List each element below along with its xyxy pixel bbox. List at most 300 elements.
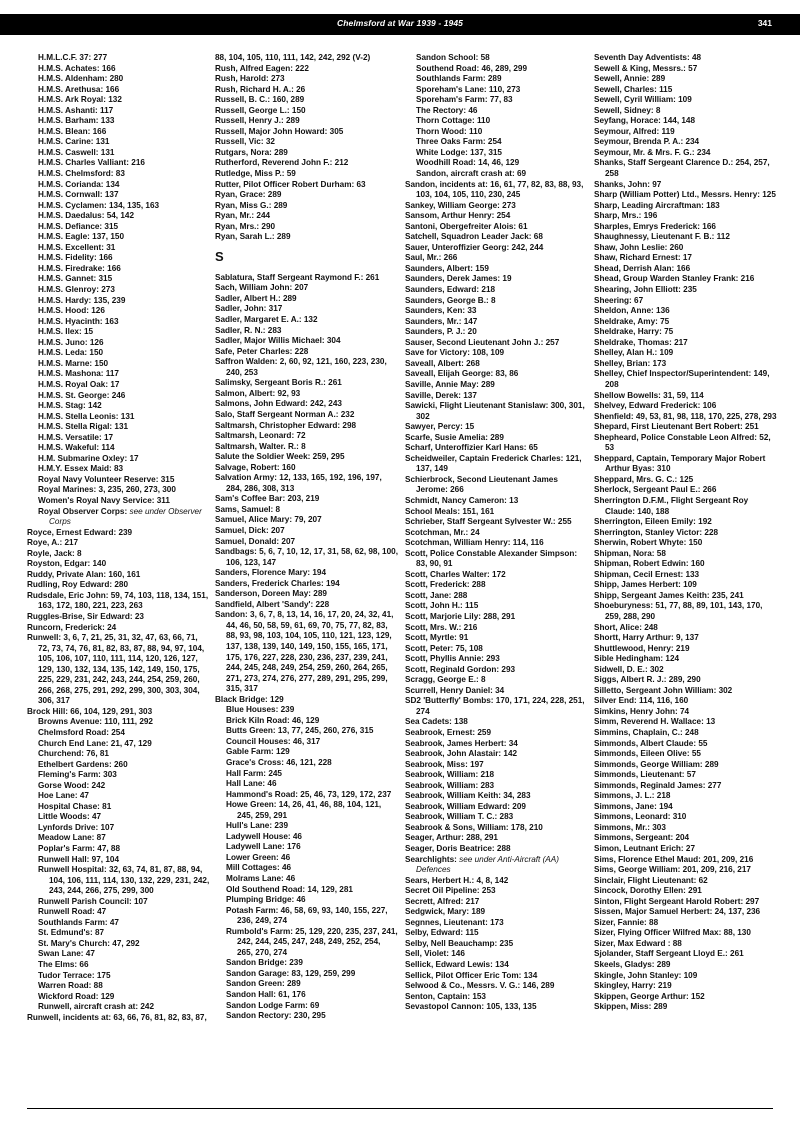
index-entry <box>594 855 777 866</box>
entry-text: Sharp, Leading Aircraftman: 183 <box>594 200 720 210</box>
entry-text: Shanks, John: 97 <box>594 179 662 189</box>
index-entry <box>405 939 588 950</box>
entry-text: Sandon: 3, 6, 7, 8, 13, 14, 16, 17, 20, 24, 32, 41, 44, 46, 50, 58, 59, 61, 69, 70, 75, 77, 82, 83, 88, 93, 98, 103, 104, 105, 110, 121, 123, 129, 137, 138, 139, 140, 149, 150, 155, 165, 171, 175, 176, 227, 228, 230, 236, 237, 239, 241, 244, 245, 248, 249, 254, 259, 260, 264, 265, 271, 273, 274, 276, 277, 289, 291, 295, 299, 315, 317 <box>215 610 394 694</box>
index-entry <box>405 296 588 307</box>
index-subentry <box>215 790 398 801</box>
entry-text: Simmons, Jane: 194 <box>594 801 673 811</box>
index-entry <box>594 833 777 844</box>
index-entry <box>405 749 588 760</box>
entry-text: Salmons, John Edward: 242, 243 <box>215 399 342 409</box>
entry-text: Brick Kiln Road: 46, 129 <box>226 715 320 725</box>
entry-text: Scott, Reginald Gordon: 293 <box>405 664 516 674</box>
index-entry <box>594 770 777 781</box>
entry-text: Sharp, Mrs.: 196 <box>594 211 658 221</box>
index-entry <box>594 496 777 517</box>
entry-text: Scheidweiler, Captain Frederick Charles: 121, 137, 149 <box>405 453 582 474</box>
entry-text: Simmons, Sergeant: 204 <box>594 833 690 843</box>
entry-text: Sandon School: 58 <box>416 53 490 62</box>
entry-text: The Elms: 66 <box>38 960 89 970</box>
index-entry <box>27 559 210 570</box>
entry-text: Sadler, John: 317 <box>215 304 283 314</box>
entry-text: H.M.S. Marne: 150 <box>38 358 109 368</box>
index-entry <box>215 304 398 315</box>
entry-text: Sherwin, Robert Whyte: 150 <box>594 538 703 548</box>
entry-text: Sinclair, Flight Lieutenant: 62 <box>594 875 708 885</box>
entry-text: H.M.S. Corianda: 134 <box>38 179 120 189</box>
entry-text: Simm, Reverend H. Wallace: 13 <box>594 717 716 727</box>
index-entry <box>594 707 777 718</box>
index-entry <box>594 127 777 138</box>
index-subentry <box>27 496 210 507</box>
entry-text: Southlands Farm: 289 <box>416 74 502 84</box>
index-subentry <box>27 433 210 444</box>
index-subentry <box>27 739 210 750</box>
index-entry <box>215 568 398 579</box>
entry-text: Sinton, Flight Sergeant Harold Robert: 297 <box>594 896 760 906</box>
entry-text: H.M.S. Eagle: 137, 150 <box>38 232 125 242</box>
entry-text: Shoeburyness: 51, 77, 88, 89, 101, 143, 170, 259, 288, 290 <box>594 601 763 621</box>
index-subentry <box>405 64 588 75</box>
entry-text: Sherlock, Sergeant Paul E.: 266 <box>594 485 717 495</box>
index-entry <box>594 918 777 929</box>
index-entry <box>405 855 588 876</box>
entry-text: Sible Hedingham: 124 <box>594 654 680 664</box>
entry-text: Skippen, George Arthur: 152 <box>594 991 705 1001</box>
index-entry <box>405 907 588 918</box>
index-entry <box>594 623 777 634</box>
entry-text: Churchend: 76, 81 <box>38 749 109 759</box>
entry-text: Segnnes, Lieutenant: 173 <box>405 917 504 927</box>
index-entry <box>405 918 588 929</box>
entry-text: Samuel, Donald: 207 <box>215 536 296 546</box>
index-subentry <box>27 812 210 823</box>
see-reference: see under Anti-Aircraft (AA) Defences <box>416 854 559 875</box>
index-subentry <box>27 264 210 275</box>
index-entry <box>594 728 777 739</box>
entry-text: Silletto, Sergeant John William: 302 <box>594 685 733 695</box>
index-subentry <box>405 116 588 127</box>
index-entry <box>215 336 398 347</box>
index-entry <box>405 601 588 612</box>
index-subentry <box>215 769 398 780</box>
entry-text: Sadler, Margaret E. A.: 132 <box>215 315 318 325</box>
index-entry <box>405 454 588 475</box>
index-subentry <box>215 716 398 727</box>
index-entry <box>405 1002 588 1013</box>
index-entry <box>594 190 777 201</box>
entry-text: Schierbrock, Second Lieutenant James Jerome: 266 <box>405 474 558 495</box>
index-entry <box>405 222 588 233</box>
index-subentry <box>27 106 210 117</box>
entry-text: Sizer, Max Edward : 88 <box>594 938 682 948</box>
entry-text: Scotchman, Mr.: 24 <box>405 527 480 537</box>
entry-text: H.M.S. Achates: 166 <box>38 63 116 73</box>
index-entry <box>594 137 777 148</box>
index-entry <box>405 507 588 518</box>
index-entry <box>594 348 777 359</box>
entry-text: Shelley, Chief Inspector/Superintendent: 149, 208 <box>594 369 770 389</box>
entry-text: Rush, Alfred Eagen: 222 <box>215 63 309 73</box>
index-subentry <box>27 401 210 412</box>
index-entry <box>405 791 588 802</box>
entry-text: Sandon, incidents at: 16, 61, 77, 82, 83, 88, 93, 103, 104, 105, 110, 230, 245 <box>405 179 584 200</box>
entry-text: Saunders, Mr.: 147 <box>405 316 478 326</box>
entry-text: Sewell, Charles: 115 <box>594 84 673 94</box>
entry-text: Sharp (William Potter) Ltd., Messrs. Henry: 125 <box>594 190 776 200</box>
index-entry <box>405 591 588 602</box>
entry-text: Simmins, Chaplain, C.: 248 <box>594 728 699 737</box>
index-entry <box>405 717 588 728</box>
index-column-3 <box>405 53 588 1013</box>
index-entry <box>405 886 588 897</box>
index-entry <box>405 496 588 507</box>
entry-text: Plumping Bridge: 46 <box>226 895 306 905</box>
index-subentry <box>27 485 210 496</box>
entry-text: H.M.S. Leda: 150 <box>38 348 104 358</box>
entry-text: Grace's Cross: 46, 121, 228 <box>226 758 332 767</box>
entry-text: Simmonds, Albert Claude: 55 <box>594 738 708 748</box>
index-entry <box>594 644 777 655</box>
entry-text: Shenfield: 49, 53, 81, 98, 118, 170, 225, 278, 293 <box>594 411 777 421</box>
index-entry <box>405 844 588 855</box>
index-entry <box>405 675 588 686</box>
entry-text: Selby, Edward: 115 <box>405 928 479 938</box>
index-entry <box>594 401 777 412</box>
index-subentry <box>405 85 588 96</box>
index-subentry <box>27 475 210 486</box>
entry-text: Seymour, Mr. & Mrs. F. G.: 234 <box>594 147 711 157</box>
index-entry <box>594 559 777 570</box>
entry-text: Scarfe, Susie Amelia: 289 <box>405 432 504 442</box>
entry-text: Sjolander, Staff Sergeant Lloyd E.: 261 <box>594 949 744 959</box>
entry-text: Shipp, Sergeant James Keith: 235, 241 <box>594 590 744 600</box>
index-entry <box>215 410 398 421</box>
index-column-2 <box>215 53 398 1022</box>
entry-text: Sporeham's Farm: 77, 83 <box>416 95 513 105</box>
entry-text: Sheppard, Mrs. G. C.: 125 <box>594 474 694 484</box>
entry-text: Seabrook, James Herbert: 34 <box>405 738 518 748</box>
entry-text: H.M.S. Glenroy: 273 <box>38 285 115 295</box>
entry-text: Sadler, R. N.: 283 <box>215 325 282 335</box>
index-subentry <box>405 106 588 117</box>
entry-text: Church End Lane: 21, 47, 129 <box>38 738 152 748</box>
index-subentry <box>27 95 210 106</box>
index-entry <box>594 601 777 622</box>
entry-text: H.M.S. Firedrake: 166 <box>38 263 121 273</box>
index-subentry <box>27 285 210 296</box>
entry-text: Hoe Lane: 47 <box>38 791 89 801</box>
entry-text: Shipman, Robert Edwin: 160 <box>594 559 705 569</box>
index-entry <box>594 823 777 834</box>
index-entry <box>594 222 777 233</box>
entry-text: Sandbags: 5, 6, 7, 10, 12, 17, 31, 58, 62, 98, 100, 106, 123, 147 <box>215 547 398 567</box>
entry-text: Scott, Mrs. W.: 216 <box>405 622 478 632</box>
entry-text: Sewell & King, Messrs.: 57 <box>594 63 698 73</box>
index-entry <box>27 707 210 718</box>
index-entry <box>594 886 777 897</box>
index-entry <box>215 442 398 453</box>
entry-text: Gable Farm: 129 <box>226 747 290 757</box>
entry-text: School Meals: 151, 161 <box>405 506 495 516</box>
index-entry <box>594 485 777 496</box>
index-entry <box>405 401 588 422</box>
index-entry <box>594 897 777 908</box>
entry-text: H.M.S. Fidelity: 166 <box>38 253 113 263</box>
index-subentry <box>405 169 588 180</box>
index-subentry <box>27 717 210 728</box>
index-entry <box>594 971 777 982</box>
entry-text: Rudling, Roy Edward: 280 <box>27 580 128 590</box>
entry-text: Blue Houses: 239 <box>226 705 295 715</box>
index-subentry <box>215 895 398 906</box>
entry-text: Runwell Road: 47 <box>38 907 107 917</box>
index-entry <box>594 422 777 433</box>
index-subentry <box>27 201 210 212</box>
entry-text: H.M.S. Ark Royal: 132 <box>38 95 122 105</box>
entry-text: H.M.S. Stella Rigal: 131 <box>38 422 129 432</box>
entry-text: Lynfords Drive: 107 <box>38 822 115 832</box>
entry-text: Saveall, Albert: 268 <box>405 358 480 368</box>
entry-text: Swan Lane: 47 <box>38 949 95 959</box>
index-subentry <box>27 64 210 75</box>
index-entry <box>594 844 777 855</box>
index-entry <box>215 421 398 432</box>
entry-text: H.M.L.C.F. 37: 277 <box>38 53 108 62</box>
index-entry <box>594 306 777 317</box>
entry-text: Hammond's Road: 25, 46, 73, 129, 172, 237 <box>226 789 392 799</box>
page-header <box>0 14 800 35</box>
index-subentry <box>215 779 398 790</box>
entry-text: Sankey, William George: 273 <box>405 200 516 210</box>
index-entry <box>594 391 777 402</box>
entry-text: Sears, Herbert H.: 4, 8, 142 <box>405 875 509 885</box>
entry-text: Sharples, Emrys Frederick: 166 <box>594 221 716 231</box>
entry-text: 88, 104, 105, 110, 111, 142, 242, 292 (V-2) <box>215 53 371 62</box>
index-entry <box>594 95 777 106</box>
entry-text: Selby, Nell Beauchamp: 235 <box>405 938 514 948</box>
entry-text: Ruddy, Private Alan: 160, 161 <box>27 569 141 579</box>
entry-text: Mill Cottages: 46 <box>226 863 292 873</box>
entry-text: H.M.S. Arethusa: 166 <box>38 84 120 94</box>
index-entry <box>215 148 398 159</box>
entry-text: Council Houses: 46, 317 <box>226 736 321 746</box>
entry-text: Southlands Farm: 47 <box>38 917 119 927</box>
index-entry <box>405 665 588 676</box>
index-entry <box>594 327 777 338</box>
entry-text: Samuel, Dick: 207 <box>215 525 285 535</box>
index-entry <box>405 232 588 243</box>
index-entry <box>594 528 777 539</box>
index-entry <box>594 369 777 390</box>
index-entry <box>594 675 777 686</box>
index-entry <box>594 570 777 581</box>
entry-text: Scragg, George E.: 8 <box>405 675 486 685</box>
entry-text: Thorn Wood: 110 <box>416 126 483 136</box>
index-entry <box>594 232 777 243</box>
entry-text: Lower Green: 46 <box>226 852 291 862</box>
index-subentry <box>27 844 210 855</box>
index-entry <box>594 749 777 760</box>
entry-text: Saunders, Albert: 159 <box>405 263 489 273</box>
entry-text: Sandon Lodge Farm: 69 <box>226 1000 320 1010</box>
index-subentry <box>27 74 210 85</box>
entry-text: Sherrington, Eileen Emily: 192 <box>594 517 712 527</box>
entry-text: Sissen, Major Samuel Herbert: 24, 137, 236 <box>594 907 761 917</box>
index-entry <box>405 728 588 739</box>
index-entry <box>405 644 588 655</box>
page-number: 341 <box>757 18 772 28</box>
entry-text: Three Oaks Farm: 254 <box>416 137 502 147</box>
index-subentry <box>27 53 210 64</box>
index-subentry <box>27 180 210 191</box>
index-entry <box>405 475 588 496</box>
index-entry <box>594 116 777 127</box>
index-entry <box>594 812 777 823</box>
index-entry <box>594 686 777 697</box>
index-entry <box>405 971 588 982</box>
index-subentry <box>215 1001 398 1012</box>
index-subentry <box>215 958 398 969</box>
entry-text: Rutherford, Reverend John F.: 212 <box>215 158 349 168</box>
entry-text: Sheering: 67 <box>594 295 644 305</box>
entry-text: Silver End: 114, 116, 160 <box>594 696 689 706</box>
entry-text: Seabrook, Miss: 197 <box>405 759 484 769</box>
index-entry <box>215 431 398 442</box>
index-subentry <box>27 802 210 813</box>
index-entry <box>405 243 588 254</box>
entry-text: Saville, Annie May: 289 <box>405 379 495 389</box>
entry-text: Browns Avenue: 110, 111, 292 <box>38 717 153 727</box>
entry-text: Seabrook, William: 218 <box>405 770 495 780</box>
entry-text: Sewell, Sidney: 8 <box>594 105 661 115</box>
index-subentry <box>215 853 398 864</box>
entry-text: Sandon Garage: 83, 129, 259, 299 <box>226 968 356 978</box>
index-subentry <box>27 85 210 96</box>
entry-text: H.M.S. Hood: 126 <box>38 306 105 316</box>
index-subentry <box>27 949 210 960</box>
entry-text: Rudsdale, Eric John: 59, 74, 103, 118, 134, 151, 163, 172, 180, 221, 223, 263 <box>27 590 209 611</box>
entry-text: H.M.S. Stag: 142 <box>38 401 102 411</box>
index-entry <box>405 285 588 296</box>
entry-text: Skippen, Miss: 289 <box>594 1002 668 1012</box>
index-subentry <box>27 359 210 370</box>
entry-text: H.M.S. Cornwall: 137 <box>38 190 119 200</box>
entry-text: H.M.S. Hyacinth: 163 <box>38 316 119 326</box>
index-subentry <box>27 960 210 971</box>
entry-text: Fleming's Farm: 303 <box>38 770 117 780</box>
entry-text: H.M.S. Wakeful: 114 <box>38 443 115 453</box>
entry-text: Saveall, Elijah George: 83, 86 <box>405 369 519 379</box>
entry-text: Russell, B. C.: 160, 289 <box>215 95 305 105</box>
index-subentry <box>215 758 398 769</box>
index-subentry <box>215 863 398 874</box>
entry-text: Shelley, Alan H.: 109 <box>594 348 674 358</box>
entry-text: St. Edmund's: 87 <box>38 928 105 938</box>
index-entry <box>594 285 777 296</box>
entry-text: Scott, Jane: 288 <box>405 590 468 600</box>
entry-text: Simmonds, George William: 289 <box>594 759 719 769</box>
footer-rule <box>27 1108 773 1109</box>
index-entry <box>594 939 777 950</box>
entry-text: Saunders, Ken: 33 <box>405 306 477 316</box>
entry-text: H.M.S. Juno: 126 <box>38 337 104 347</box>
entry-text: Sauer, Unteroffizier Georg: 242, 244 <box>405 242 544 252</box>
index-entry <box>405 327 588 338</box>
entry-text: Sidwell, D. E.: 302 <box>594 664 664 674</box>
entry-text: H.M.S. Defiance: 315 <box>38 221 119 231</box>
index-entry <box>594 538 777 549</box>
entry-text: Ryan, Grace: 289 <box>215 190 282 200</box>
entry-text: Shelvey, Edward Frederick: 106 <box>594 401 717 411</box>
entry-text: H.M.S. St. George: 246 <box>38 390 126 400</box>
entry-text: Sablatura, Staff Sergeant Raymond F.: 261 <box>215 272 380 282</box>
entry-text: Warren Road: 88 <box>38 981 103 991</box>
entry-text: Shearing, John Elliott: 235 <box>594 285 697 295</box>
index-subentry <box>27 391 210 402</box>
index-entry <box>27 591 210 612</box>
index-entry <box>215 211 398 222</box>
entry-text: H.M.S. Caswell: 131 <box>38 147 115 157</box>
index-entry <box>405 812 588 823</box>
index-subentry <box>27 855 210 866</box>
index-entry <box>594 243 777 254</box>
entry-text: Shuttlewood, Henry: 219 <box>594 643 690 653</box>
book-title: Chelmsford at War 1939 - 1945 <box>336 18 464 28</box>
index-entry <box>405 960 588 971</box>
index-entry <box>215 399 398 410</box>
entry-text: Sea Cadets: 138 <box>405 717 468 727</box>
index-entry <box>405 380 588 391</box>
entry-text: Sizer, Fannie: 88 <box>594 917 659 927</box>
entry-text: Shaw, Richard Ernest: 17 <box>594 253 692 263</box>
index-subentry <box>215 1011 398 1022</box>
index-entry <box>215 389 398 400</box>
index-entry <box>215 180 398 191</box>
index-entry <box>405 992 588 1003</box>
index-entry <box>405 264 588 275</box>
entry-text: Saltmarsh, Christopher Edward: 298 <box>215 420 357 430</box>
entry-text: Sadler, Major Willis Michael: 304 <box>215 336 341 346</box>
entry-text: Sheldon, Anne: 136 <box>594 306 670 316</box>
index-entry <box>594 865 777 876</box>
entry-text: Saunders, George B.: 8 <box>405 295 496 305</box>
index-entry <box>215 610 398 694</box>
entry-text: Simmonds, Lieutenant: 57 <box>594 770 696 780</box>
index-entry <box>594 296 777 307</box>
entry-text: Shanks, Staff Sergeant Clarence D.: 254, 257, 258 <box>594 158 770 179</box>
index-subentry <box>27 1002 210 1013</box>
entry-text: H.M. Submarine Oxley: 17 <box>38 453 139 463</box>
entry-text: Royce, Ernest Edward: 239 <box>27 527 133 537</box>
index-column-1 <box>27 53 210 1023</box>
entry-text: Poplar's Farm: 47, 88 <box>38 844 121 854</box>
entry-text: Sedgwick, Mary: 189 <box>405 907 486 917</box>
index-subentry <box>27 454 210 465</box>
index-entry <box>405 422 588 433</box>
entry-text: Simmons, J. L.: 218 <box>594 791 671 801</box>
index-entry <box>405 623 588 634</box>
entry-text: Scott, Myrtle: 91 <box>405 633 469 643</box>
entry-text: Runwell: 3, 6, 7, 21, 25, 31, 32, 47, 63, 66, 71, 72, 73, 74, 76, 81, 82, 83, 87, 88, 94, 97, 104, 105, 106, 107, 110, 111, 114, 120, 126, 127, 129, 130, 132, 134, 135, 142, 149, 150, 175, 225, 229, 231, 242, 243, 244, 254, 259, 260, 266, 268, 275, 291, 292, 299, 300, 303, 304, 306, 317 <box>27 633 205 706</box>
index-entry <box>27 1013 210 1024</box>
index-entry <box>405 770 588 781</box>
entry-text: Sellick, Pilot Officer Eric Tom: 134 <box>405 970 538 980</box>
index-entry <box>594 580 777 591</box>
index-entry <box>405 517 588 528</box>
entry-text: Simkins, Henry John: 74 <box>594 706 690 716</box>
index-subentry <box>27 348 210 359</box>
entry-text: Sheldrake, Thomas: 217 <box>594 337 688 347</box>
